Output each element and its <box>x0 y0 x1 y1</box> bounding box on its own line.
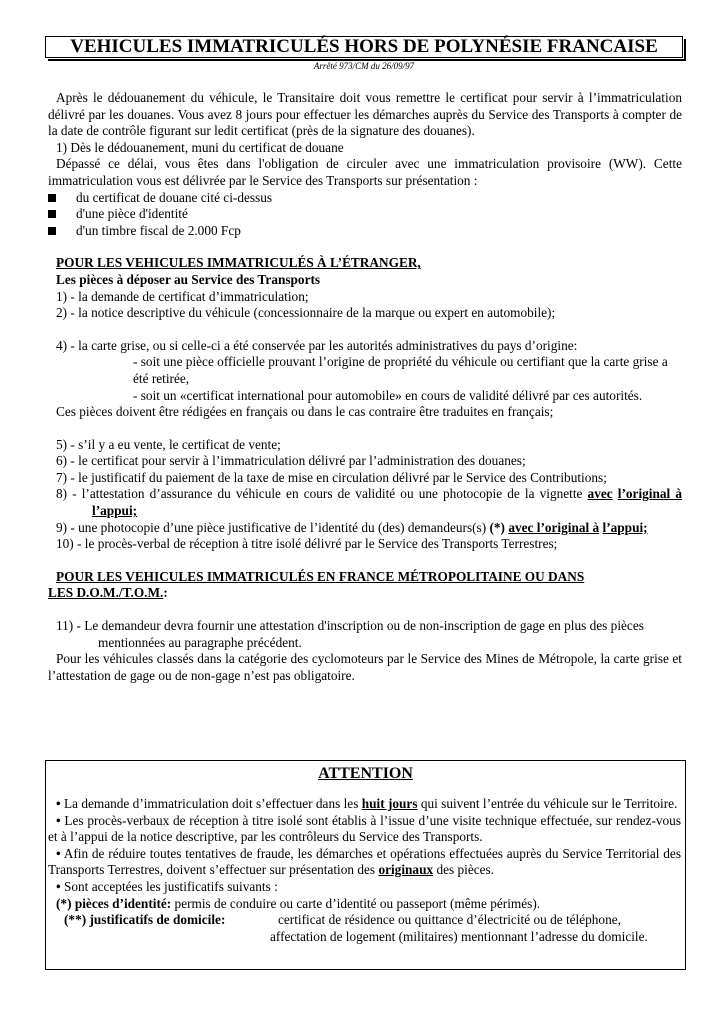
attention-content <box>46 784 685 945</box>
attention-paragraph: • Afin de réduire toutes tentatives de fraude, les démarches et opérations effectuées auprès du Service Territorial des Transports Terrestres, doivent s’effectuer sur présentation des originaux des pièces. <box>48 845 681 878</box>
id-documents-line: (*) pièces d’identité: permis de conduire ou carte d’identité ou passeport (même périmés). <box>56 895 541 911</box>
list-item: d'une pièce d'identité <box>48 206 682 223</box>
list-item: 9) - une photocopie d’une pièce justificative de l’identité du (des) demandeurs(s) (*) avec l’original à l’appui; <box>56 519 648 535</box>
decree-reference: Arrêté 973/CM du 26/09/97 <box>313 61 415 71</box>
list-item: 6) - le certificat pour servir à l’immatriculation délivré par l’administration des douanes; <box>56 453 526 469</box>
france-note: Pour les véhicules classés dans la catégorie des cyclomoteurs par le Service des Mines de Métropole, la carte grise et l’attestation de gage ou de non-gage n’est pas obligatoire. <box>48 651 682 683</box>
square-bullet-icon <box>48 227 56 235</box>
intro-step-1: 1) Dès le dédouanement, muni du certificat de douane <box>56 139 344 155</box>
bullet-icon: • <box>56 812 61 828</box>
attention-paragraph: • Les procès-verbaux de réception à titre isolé sont établis à l’issue d’une visite technique effectuée, sur rendez-vous et à l’appui de la notice descriptive, par les contrôleurs du Service des Transports. <box>48 812 681 845</box>
bullet-icon: • <box>56 878 61 894</box>
section-subheading-foreign: Les pièces à déposer au Service des Transports <box>56 271 321 287</box>
list-subitem: - soit une pièce officielle prouvant l’origine de propriété du véhicule ou certifiant que la carte grise a été retirée, <box>133 354 668 386</box>
list-item: 11) - Le demandeur devra fournir une attestation d'inscription ou de non-inscription de gage en plus des pièces mentionnées au paragraphe précédent. <box>56 618 644 650</box>
square-bullet-icon <box>48 210 56 218</box>
intro-paragraph-2: Dépassé ce délai, vous êtes dans l'obligation de circuler avec une immatriculation provisoire (WW). Cette immatriculation vous est délivrée par le Service des Transports sur présentation : <box>48 156 682 188</box>
bullet-icon: • <box>56 845 61 861</box>
square-bullet-icon <box>48 194 56 202</box>
attention-title: ATTENTION <box>318 765 413 782</box>
section-heading-france: POUR LES VEHICULES IMMATRICULÉS EN FRANCE MÉTROPOLITAINE OU DANS LES D.O.M./T.O.M.: <box>48 568 585 601</box>
list-item: 2) - la notice descriptive du véhicule (concessionnaire de la marque ou expert en automobile); <box>56 305 556 321</box>
domicile-documents-list: certificat de résidence ou quittance d’électricité ou de téléphone, affectation de logement (militaires) mentionnant l’adresse du domicile. <box>270 912 648 944</box>
list-item: 7) - le justificatif du paiement de la taxe de mise en circulation délivré par le Service des Contributions; <box>56 469 607 485</box>
attention-box <box>45 760 686 970</box>
main-content <box>48 90 682 684</box>
domicile-documents: (**) justificatifs de domicile: certificat de résidence ou quittance d’électricité ou de téléphone, affectation de logement (militaires) mentionnant l’adresse du domicile. <box>64 912 648 944</box>
attention-paragraph: • Sont acceptées les justificatifs suivants : <box>56 878 278 894</box>
title-box <box>45 36 683 58</box>
bullet-icon: • <box>56 796 61 811</box>
attention-paragraph: • La demande d’immatriculation doit s’effectuer dans les huit jours qui suivent l’entrée du véhicule sur le Territoire. <box>56 796 678 811</box>
foreign-note: Ces pièces doivent être rédigées en français ou dans le cas contraire être traduites en français; <box>56 404 554 420</box>
list-subitem: - soit un «certificat international pour automobile» en cours de validité délivré par ces autorités. <box>133 387 643 403</box>
page-title: VEHICULES IMMATRICULÉS HORS DE POLYNÉSIE FRANCAISE <box>70 36 658 57</box>
intro-paragraph: Après le dédouanement du véhicule, le Transitaire doit vous remettre le certificat pour servir à l’immatriculation délivré par les douanes. Vous avez 8 jours pour effectuer les démarches auprès du Service des Transports à compter de la date de contrôle figurant sur ledit certificat (près de la signature des douanes). <box>48 90 682 139</box>
list-item: du certificat de douane cité ci-dessus <box>48 190 682 207</box>
list-item: 1) - la demande de certificat d’immatriculation; <box>56 288 309 304</box>
list-item: 4) - la carte grise, ou si celle-ci a été conservée par les autorités administratives du pays d’origine: <box>56 337 578 353</box>
list-item: 10) - le procès-verbal de réception à titre isolé délivré par le Service des Transports Terrestres; <box>56 536 558 552</box>
list-item: 8) - l’attestation d’assurance du véhicule en cours de validité ou une photocopie de la vignette avec l’original à l’appui; <box>56 486 682 519</box>
list-item: d'un timbre fiscal de 2.000 Fcp <box>48 223 682 240</box>
list-item: 5) - s’il y a eu vente, le certificat de vente; <box>56 436 281 452</box>
section-heading-foreign: POUR LES VEHICULES IMMATRICULÉS À L’ÉTRANGER, <box>56 255 421 271</box>
